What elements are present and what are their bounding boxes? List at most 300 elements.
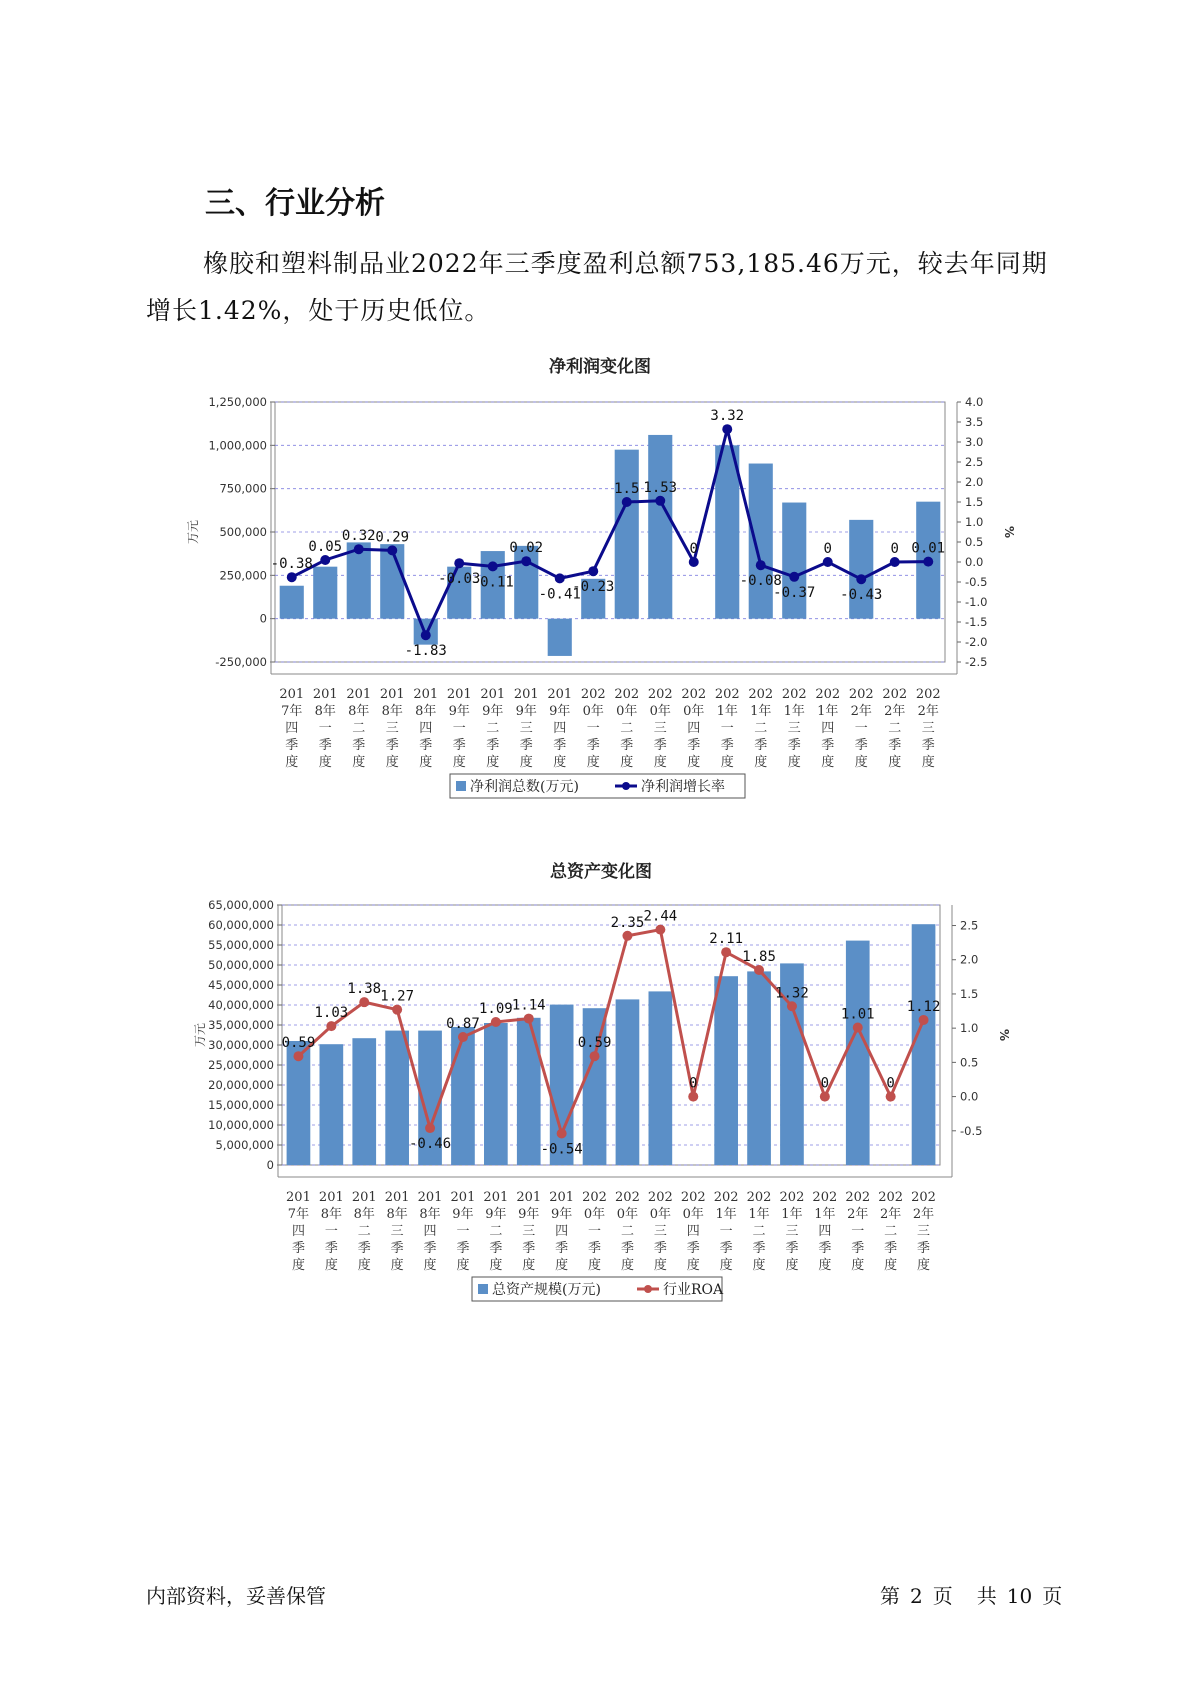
x-tick-label-part: 0年 [616,704,638,719]
x-tick-label-part: 8年 [348,704,370,719]
y2-tick-label: -1.0 [965,595,988,609]
y2-tick-label: 1.5 [965,495,984,509]
legend-line-label: 行业ROA [663,1282,724,1298]
x-tick-label-part: 202 [848,687,874,702]
x-tick-label [279,687,304,770]
bar [912,924,936,1165]
y-tick-label: 1,000,000 [208,438,267,453]
x-tick-label-part: 201 [351,1190,377,1205]
x-tick-label-part: 202 [714,687,740,702]
x-tick-label-part: 四 [555,1224,569,1239]
data-label: 0 [886,1075,895,1092]
x-tick-label-part: 202 [580,687,606,702]
x-tick-label-part: 季 [917,1241,931,1256]
x-tick-label-part: 季 [653,1241,667,1256]
total-unit: 页 [1042,1584,1063,1608]
x-tick-label-part: 8年 [419,1207,441,1222]
x-tick-label-part: 201 [547,687,573,702]
total-prefix: 共 [976,1584,997,1608]
line-point [287,572,297,582]
x-tick-label-part: 201 [480,687,506,702]
y2-tick-label: 1.5 [960,986,979,1001]
y-axis-label: 万元 [186,519,200,545]
x-tick-label-part: 度 [285,755,299,770]
x-tick-label-part: 季 [686,1241,700,1256]
x-tick-label [815,687,840,770]
net-profit-chart [0,355,1191,815]
x-tick-label-part: 202 [614,687,640,702]
data-label: 0 [823,541,832,557]
x-tick-label [516,1190,541,1273]
x-tick-label-part: 度 [419,755,433,770]
x-tick-label-part: 度 [352,755,366,770]
data-label: 0.29 [375,529,410,546]
bar [782,503,806,619]
x-tick-label [780,1190,805,1273]
y2-tick-label: 3.0 [965,435,984,449]
x-tick-label [385,1190,410,1273]
x-tick-label-part: 三 [921,721,935,736]
x-tick-label-part: 季 [456,1241,470,1256]
x-tick-label-part: 一 [720,721,734,736]
x-tick-label [911,1190,936,1273]
y2-tick-label: -2.0 [965,635,988,649]
x-tick-label-part: 度 [917,1258,931,1273]
data-label: -0.08 [739,573,782,590]
x-tick-label-part: 一 [719,1224,733,1239]
y2-tick-label: 0.5 [965,535,984,549]
bar [451,1027,475,1165]
x-tick-label-part: 2年 [912,1207,935,1222]
x-tick-label-part: 1年 [715,1207,737,1222]
x-tick-label [418,1190,443,1273]
x-tick-label-part: 度 [586,755,600,770]
line-point [622,497,632,507]
x-tick-label-part: 1年 [814,1207,836,1222]
x-tick-label [346,687,371,770]
bar [583,1008,607,1165]
x-tick-label-part: 202 [781,687,807,702]
x-tick-label-part: 四 [686,1224,700,1239]
y-tick-label: -250,000 [215,655,267,669]
x-tick-label-part: 度 [486,755,500,770]
x-tick-label-part: 季 [620,1241,634,1256]
x-tick-label-part: 度 [686,1258,700,1273]
bar [714,976,738,1165]
legend-line-marker [622,782,630,790]
x-tick-label [714,1190,739,1273]
x-tick-label-part: 1年 [750,704,772,719]
y-tick-label: 35,000,000 [208,1018,274,1032]
x-tick-label-part: 2年 [880,1207,902,1222]
x-tick-label-part: 季 [291,1241,305,1256]
data-label: -0.41 [538,586,581,603]
line-point [326,1021,336,1031]
y-tick-label: 40,000,000 [208,998,274,1012]
data-label: -1.83 [404,643,447,660]
x-tick-label-part: 9年 [452,1207,474,1222]
x-tick-label-part: 度 [555,1258,569,1273]
y2-tick-label: -0.5 [960,1123,983,1138]
legend-line-label: 净利润增长率 [641,779,725,795]
y-tick-label: 1,250,000 [208,395,267,409]
x-tick-label [849,687,874,770]
legend-bar-label: 净利润总数(万元) [470,779,579,795]
legend-line-marker [644,1285,652,1293]
x-tick-label [286,1190,311,1273]
data-label: 1.53 [643,479,678,496]
y2-tick-label: 3.5 [965,415,984,429]
bar [484,1023,508,1165]
x-tick-label-part: 三 [522,1224,536,1239]
x-tick-label-part: 三 [653,1224,667,1239]
x-tick-label-part: 四 [285,721,299,736]
data-label: 0 [689,1075,698,1092]
x-tick-label-part: 二 [620,1224,634,1239]
x-tick-label-part: 二 [489,1224,503,1239]
x-tick-label-part: 季 [423,1241,437,1256]
footer-page-number [880,1580,1072,1609]
x-tick-label-part: 7年 [281,704,303,719]
y2-axis-label: % [997,1028,1011,1042]
x-tick-label-part: 202 [779,1190,805,1205]
x-tick-label-part: 202 [748,687,774,702]
line-point [756,560,766,570]
x-tick-label-part: 季 [720,738,734,753]
y2-tick-label: 1.0 [960,1021,979,1036]
line-point [622,931,632,941]
x-tick-label [514,687,539,770]
line-point [387,545,397,555]
y-tick-label: 20,000,000 [208,1078,274,1092]
x-tick-label-part: 202 [647,1190,673,1205]
x-tick-label-part: 季 [884,1241,898,1256]
net-profit-chart-svg [0,355,1191,815]
x-tick-label-part: 0年 [649,1207,671,1222]
data-label: 1.38 [347,981,382,998]
x-tick-label-part: 201 [513,687,539,702]
line-point [524,1014,534,1024]
x-tick-label-part: 度 [423,1258,437,1273]
line-point [555,573,565,583]
x-tick-label-part: 度 [687,755,701,770]
x-tick-label-part: 201 [413,687,439,702]
bar [649,991,673,1165]
bar [517,1018,541,1165]
line-point [421,630,431,640]
x-tick-label [614,687,639,770]
line-point [488,561,498,571]
data-label: -0.46 [408,1136,452,1153]
y2-tick-label: -0.5 [965,575,988,589]
x-tick-label-part: 1年 [716,704,738,719]
y-tick-label: 65,000,000 [208,898,274,912]
line-point [454,558,464,568]
x-tick-label-part: 8年 [314,704,336,719]
x-tick-label-part: 度 [291,1258,305,1273]
x-tick-label-part: 季 [553,738,567,753]
data-label: -0.03 [438,571,481,588]
x-tick-label-part: 季 [586,738,600,753]
data-label: 0 [689,541,698,557]
line-point [359,997,369,1007]
x-tick-label-part: 201 [286,1190,311,1205]
x-tick-label [319,1190,344,1273]
x-tick-label-part: 1年 [781,1207,803,1222]
data-label: 0.32 [341,528,376,545]
x-tick-label-part: 202 [878,1190,904,1205]
x-tick-label [648,687,673,770]
line-point [789,572,799,582]
x-tick-label-part: 度 [884,1258,898,1273]
line-point [425,1123,435,1133]
line-point [491,1017,501,1027]
x-tick-label-part: 季 [787,738,801,753]
x-tick-label-part: 四 [687,721,701,736]
x-tick-label-part: 季 [687,738,701,753]
x-tick-label-part: 度 [452,755,466,770]
x-tick-label-part: 8年 [386,1207,408,1222]
x-tick-label-part: 8年 [381,704,403,719]
x-tick-label [549,1190,574,1273]
line-point [787,1001,797,1011]
data-label: 1.12 [906,998,941,1015]
x-tick-label-part: 季 [318,738,332,753]
bar [747,971,771,1165]
x-tick-label-part: 一 [586,721,600,736]
x-tick-label-part: 季 [357,1241,371,1256]
x-tick-label-part: 度 [324,1258,338,1273]
x-tick-label-part: 201 [384,1190,410,1205]
line-point [557,1129,567,1139]
y-tick-label: 45,000,000 [208,978,274,992]
x-tick-label-part: 季 [588,1241,602,1256]
y2-tick-label: 0.0 [960,1089,979,1104]
x-tick-label-part: 季 [854,738,868,753]
x-tick-label [715,687,740,770]
x-tick-label-part: 二 [888,721,902,736]
x-tick-label-part: 度 [851,1258,865,1273]
bar [385,1031,409,1165]
x-tick-label [547,687,572,770]
y2-tick-label: 0.0 [965,555,984,569]
x-tick-label [882,687,907,770]
x-tick-label-part: 季 [522,1241,536,1256]
x-tick-label-part: 度 [385,755,399,770]
data-label: 2.11 [709,931,744,948]
data-label: 0 [820,1075,830,1092]
line-point [689,557,699,567]
y2-axis-label: % [1002,525,1016,539]
data-label: -0.54 [540,1141,583,1158]
line-point [392,1005,402,1015]
x-tick-label-part: 一 [456,1224,470,1239]
legend-bar-swatch [456,781,466,791]
x-tick-label-part: 202 [911,1190,936,1205]
y-tick-label: 25,000,000 [208,1058,274,1072]
legend-bar-label: 总资产规模(万元) [492,1282,601,1298]
x-tick-label-part: 202 [882,687,908,702]
x-tick-label-part: 季 [785,1241,799,1256]
x-tick-label-part: 季 [285,738,299,753]
x-tick-label-part: 度 [456,1258,470,1273]
x-tick-label [480,687,505,770]
bar [280,586,304,619]
x-tick-label [352,1190,377,1273]
x-tick-label-part: 季 [620,738,634,753]
footer-confidential: 内部资料，妥善保管 [146,1584,326,1608]
data-label: 1.32 [775,985,809,1002]
x-tick-label-part: 202 [615,1190,640,1205]
y-tick-label: 30,000,000 [208,1038,274,1052]
x-tick-label-part: 202 [582,1190,607,1205]
x-tick-label-part: 度 [921,755,935,770]
x-tick-label-part: 度 [489,1258,503,1273]
x-tick-label-part: 二 [357,1224,371,1239]
x-tick-label-part: 0年 [682,1207,704,1222]
x-tick-label-part: 201 [483,1190,509,1205]
x-tick-label-part: 2年 [847,1207,869,1222]
x-tick-label-part: 季 [888,738,902,753]
x-tick-label [413,687,438,770]
x-tick-label-part: 202 [845,1190,871,1205]
x-tick-label-part: 三 [785,1224,799,1239]
x-tick-label-part: 季 [754,738,768,753]
line-point [688,1092,698,1102]
data-label: 0.59 [577,1035,612,1052]
x-tick-label-part: 度 [785,1258,799,1273]
total-assets-chart [0,855,1191,1315]
x-tick-label-part: 四 [821,721,835,736]
line-point [823,557,833,567]
chart-title: 净利润变化图 [549,357,651,377]
x-tick-label [380,687,405,770]
x-tick-label-part: 9年 [549,704,571,719]
x-tick-label-part: 度 [854,755,868,770]
x-tick-label-part: 度 [653,1258,667,1273]
y-tick-label: 750,000 [219,481,267,496]
data-label: 0.01 [911,540,946,557]
y-tick-label: 500,000 [219,525,267,539]
bar [846,941,870,1165]
x-tick-label-part: 二 [486,721,500,736]
x-tick-label [812,1190,837,1273]
x-tick-label-part: 季 [452,738,466,753]
data-label: 3.32 [710,408,745,425]
x-tick-label-part: 度 [620,755,634,770]
y-tick-label: 55,000,000 [208,938,274,952]
line-point [754,965,764,975]
y2-tick-label: -1.5 [965,615,988,629]
x-tick-label-part: 202 [680,1190,706,1205]
x-tick-label [648,1190,673,1273]
bar [313,567,337,619]
bar [616,999,640,1165]
x-tick-label-part: 度 [588,1258,602,1273]
x-tick-label-part: 二 [884,1224,898,1239]
x-tick-label-part: 四 [291,1224,305,1239]
data-label: 1.03 [314,1005,349,1022]
x-tick-label-part: 一 [318,721,332,736]
summary-paragraph: 橡胶和塑料制品业2022年三季度盈利总额753,185.46万元，较去年同期增长1.42%，处于历史低位。 [146,249,1048,325]
line-point [590,1051,600,1061]
x-tick-label-part: 度 [553,755,567,770]
x-tick-label-part: 202 [812,1190,838,1205]
x-tick-label-part: 季 [419,738,433,753]
data-label: 0.05 [308,539,343,555]
bar [715,445,739,618]
x-tick-label-part: 二 [752,1224,766,1239]
x-tick-label-part: 季 [486,738,500,753]
bar [648,435,672,619]
y-tick-label: 0 [266,1158,274,1172]
x-tick-label-part: 8年 [415,704,437,719]
x-tick-label-part: 9年 [485,1207,507,1222]
data-label: -0.38 [270,556,313,573]
x-tick-label-part: 四 [553,721,567,736]
line-point [320,555,330,565]
data-label: -0.43 [840,587,883,604]
line-point [890,557,900,567]
x-tick-label-part: 度 [357,1258,371,1273]
x-tick-label-part: 201 [318,1190,344,1205]
x-tick-label-part: 二 [620,721,634,736]
x-tick-label-part: 一 [324,1224,338,1239]
x-tick-label-part: 度 [752,1258,766,1273]
x-tick-label-part: 季 [489,1241,503,1256]
x-tick-label-part: 一 [851,1224,865,1239]
x-tick-label-part: 202 [713,1190,739,1205]
x-tick-label-part: 季 [719,1241,733,1256]
x-tick-label-part: 三 [385,721,399,736]
bar [615,450,639,619]
x-tick-label-part: 度 [390,1258,404,1273]
data-label: 0.02 [509,540,544,557]
x-tick-label-part: 季 [390,1241,404,1256]
x-tick-label-part: 四 [818,1224,832,1239]
line-point [293,1051,303,1061]
line-point [856,574,866,584]
x-tick-label-part: 二 [754,721,768,736]
page-prefix: 第 [880,1584,900,1608]
x-tick-label-part: 2年 [850,704,872,719]
bar [352,1038,376,1165]
page-num: 2 [910,1584,923,1608]
line-point [588,566,598,576]
x-tick-label-part: 201 [450,1190,476,1205]
line-point [521,556,531,566]
line-point [721,947,731,957]
data-label: 0.59 [281,1035,316,1052]
x-tick-label-part: 201 [379,687,405,702]
x-tick-label-part: 季 [921,738,935,753]
x-tick-label-part: 三 [390,1224,404,1239]
x-tick-label-part: 季 [818,1241,832,1256]
chart-title: 总资产变化图 [550,862,652,882]
x-tick-label-part: 度 [888,755,902,770]
x-tick-label-part: 度 [719,1258,733,1273]
x-tick-label [483,1190,508,1273]
data-label: 1.09 [478,1001,513,1017]
x-tick-label-part: 季 [555,1241,569,1256]
x-tick-label-part: 度 [318,755,332,770]
data-label: -0.11 [471,574,514,591]
x-tick-label [615,1190,640,1273]
total-num: 10 [1006,1584,1033,1608]
x-tick-label-part: 一 [452,721,466,736]
data-label: 1.01 [840,1006,875,1023]
x-tick-label-part: 1年 [748,1207,770,1222]
